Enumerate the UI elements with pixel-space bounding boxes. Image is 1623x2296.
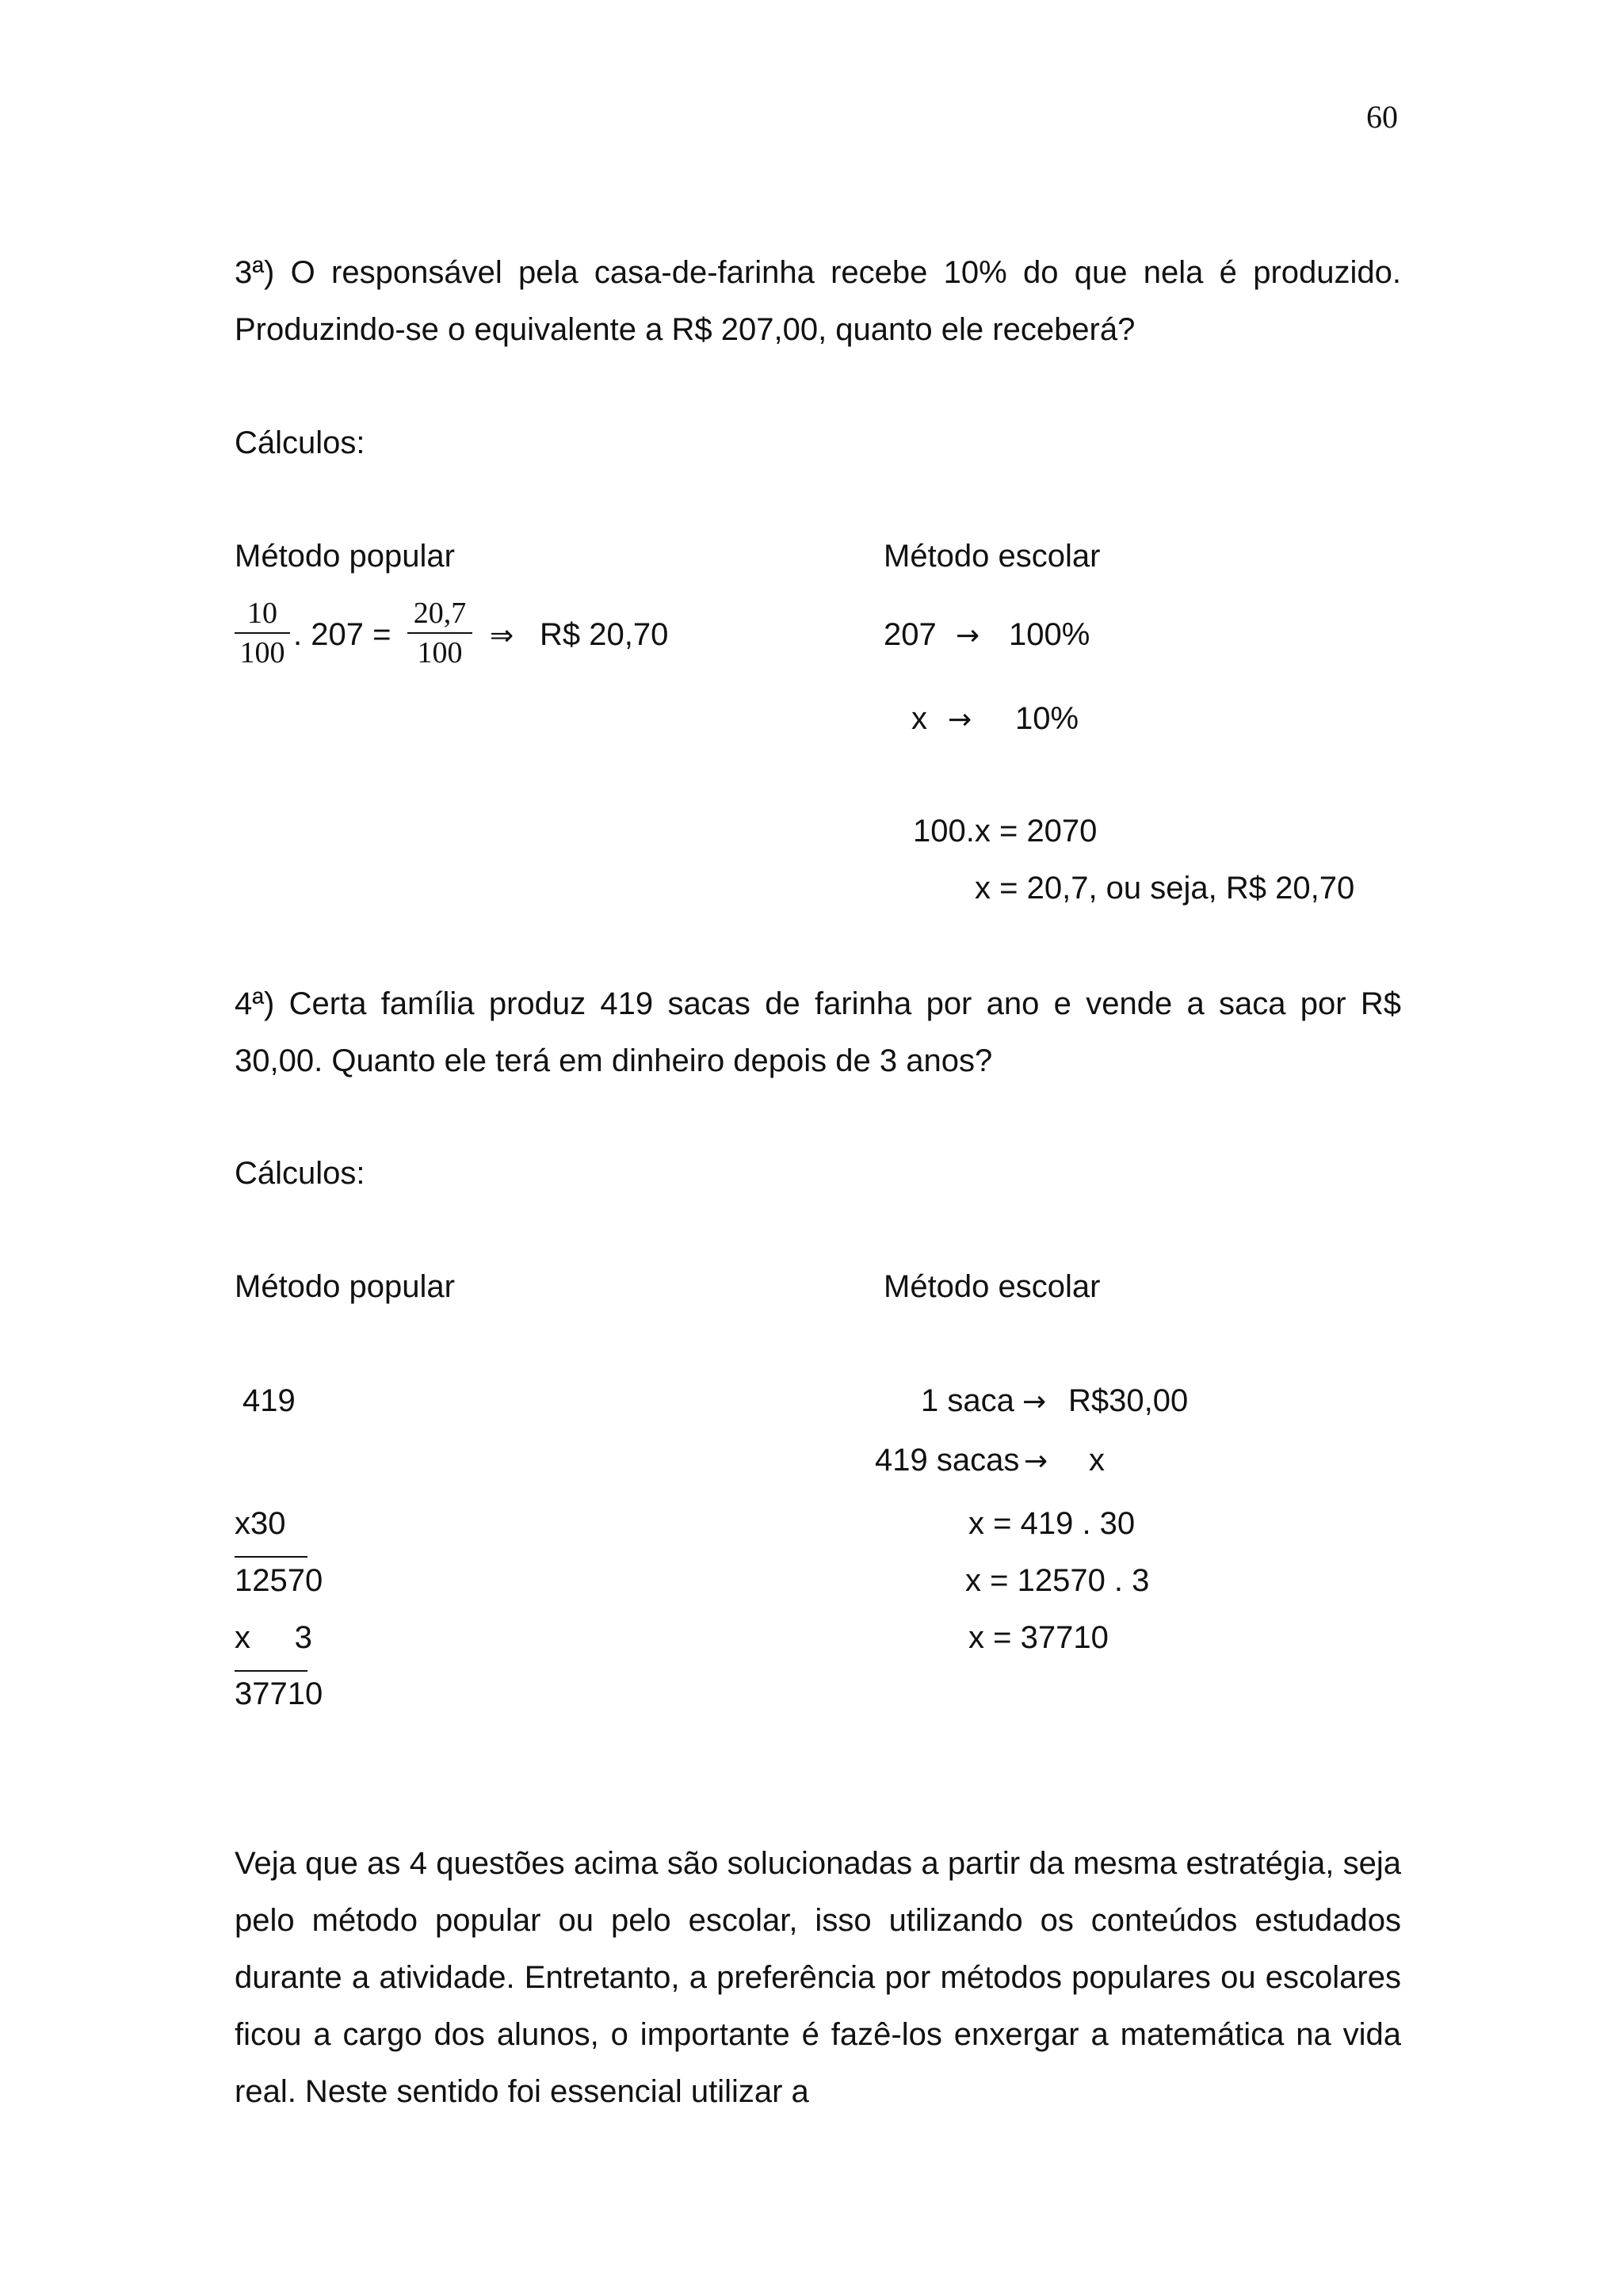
q3-rule-row2-right: 10% (1015, 701, 1079, 736)
q3-equation-2: x = 20,7, ou seja, R$ 20,70 (975, 871, 1355, 906)
question-4-text: 4ª) Certa família produz 419 sacas de farinha por ano e vende a saca por R$ 30,00. Quanto ele terá em dinheiro depois de 3 anos? (235, 986, 1401, 1078)
q3-rule-row1-right: 100% (1009, 617, 1090, 652)
q4-rule-row1-left: 1 saca (921, 1383, 1014, 1418)
q4-popular-line-12570: 12570 (235, 1563, 323, 1598)
q4-popular-line-37710: 37710 (235, 1676, 323, 1711)
q3-fraction-20-7-over-100 (407, 596, 472, 670)
arrow-right-icon: → (1022, 1386, 1047, 1418)
q4-equation-3: x = 37710 (968, 1620, 1109, 1655)
q4-popular-line-419: 419 (242, 1383, 296, 1418)
arrow-right-icon: → (948, 704, 972, 736)
implies-icon: ⇒ (490, 620, 514, 652)
q4-rule-row2-right: x (1089, 1443, 1105, 1478)
arrow-right-icon: → (956, 620, 980, 652)
arrow-right-icon: → (1024, 1445, 1048, 1478)
fraction-numerator: 20,7 (413, 597, 467, 630)
q4-equation-2: x = 12570 . 3 (965, 1563, 1150, 1598)
q3-school-method-label: Método escolar (884, 539, 1101, 574)
page-number: 60 (1366, 99, 1398, 135)
fraction-denominator: 100 (417, 636, 463, 669)
q4-school-method-label: Método escolar (884, 1269, 1101, 1304)
fraction-numerator: 10 (247, 597, 277, 630)
q3-popular-method-label: Método popular (235, 539, 455, 574)
q4-calculos-label: Cálculos: (235, 1156, 365, 1191)
q4-popular-line-x30: x30 (235, 1506, 286, 1541)
question-3-text: 3ª) O responsável pela casa-de-farinha recebe 10% do que nela é produzido. Produzindo-se o equivalente a R$ 207,00, quanto ele receberá? (235, 255, 1401, 347)
q3-times-207: . 207 = (293, 617, 391, 652)
q3-fraction-10-over-100 (235, 596, 290, 670)
closing-paragraph: Veja que as 4 questões acima são solucionadas a partir da mesma estratégia, seja pelo método popular ou pelo escolar, isso utilizando os conteúdos estudados durante a atividade. Entretanto, a preferência por métodos populares ou escolares ficou a cargo dos alunos, o importante é fazê-los enxergar a matemática na vida real. Neste sentido foi essencial utilizar a (235, 1846, 1401, 2109)
q4-popular-line-x3: x 3 (235, 1620, 312, 1655)
q3-rule-row1-left: 207 (884, 617, 937, 652)
q3-rule-row2-left: x (911, 701, 927, 736)
q3-calculos-label: Cálculos: (235, 425, 365, 460)
q4-equation-1: x = 419 . 30 (968, 1506, 1136, 1541)
q4-rule-row2-left: 419 sacas (875, 1443, 1020, 1478)
q4-rule-row1-right: R$30,00 (1068, 1383, 1189, 1418)
fraction-bar (235, 632, 290, 634)
q3-popular-result: R$ 20,70 (540, 617, 669, 652)
multiplication-underline (235, 1670, 307, 1672)
multiplication-underline (235, 1556, 307, 1558)
q4-popular-method-label: Método popular (235, 1269, 455, 1304)
fraction-denominator: 100 (239, 636, 285, 669)
fraction-bar (407, 632, 472, 634)
q3-equation-1: 100.x = 2070 (913, 814, 1098, 849)
